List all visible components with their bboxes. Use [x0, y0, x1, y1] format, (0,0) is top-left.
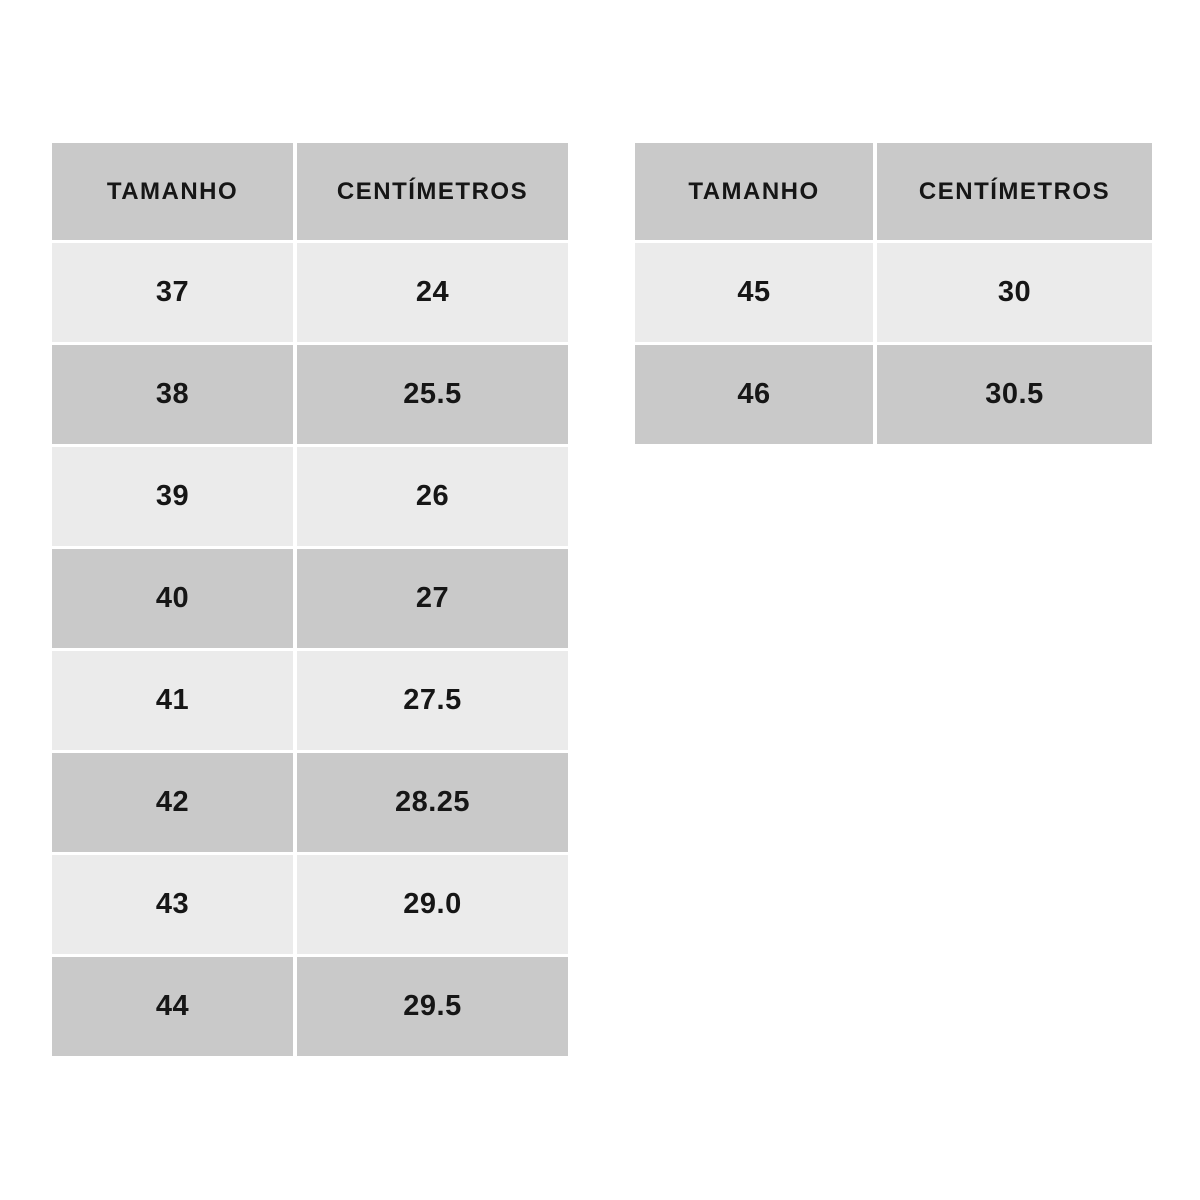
size-table-left — [52, 143, 568, 1056]
cm-cell: 29.5 — [297, 957, 568, 1056]
size-table-right — [635, 143, 1152, 444]
cm-cell: 30.5 — [877, 345, 1152, 444]
cm-cell: 26 — [297, 447, 568, 546]
cm-cell: 27.5 — [297, 651, 568, 750]
cm-cell: 24 — [297, 243, 568, 342]
size-cell: 43 — [52, 855, 293, 954]
centimetros-header: CENTÍMETROS — [877, 143, 1152, 240]
size-cell: 40 — [52, 549, 293, 648]
cm-cell: 27 — [297, 549, 568, 648]
cm-cell: 30 — [877, 243, 1152, 342]
size-cell: 38 — [52, 345, 293, 444]
size-cell: 41 — [52, 651, 293, 750]
cm-cell: 25.5 — [297, 345, 568, 444]
size-cell: 45 — [635, 243, 873, 342]
size-cell: 46 — [635, 345, 873, 444]
cm-cell: 28.25 — [297, 753, 568, 852]
cm-cell: 29.0 — [297, 855, 568, 954]
tamanho-header: TAMANHO — [635, 143, 873, 240]
size-cell: 37 — [52, 243, 293, 342]
size-cell: 44 — [52, 957, 293, 1056]
tamanho-header: TAMANHO — [52, 143, 293, 240]
size-cell: 39 — [52, 447, 293, 546]
centimetros-header: CENTÍMETROS — [297, 143, 568, 240]
size-cell: 42 — [52, 753, 293, 852]
